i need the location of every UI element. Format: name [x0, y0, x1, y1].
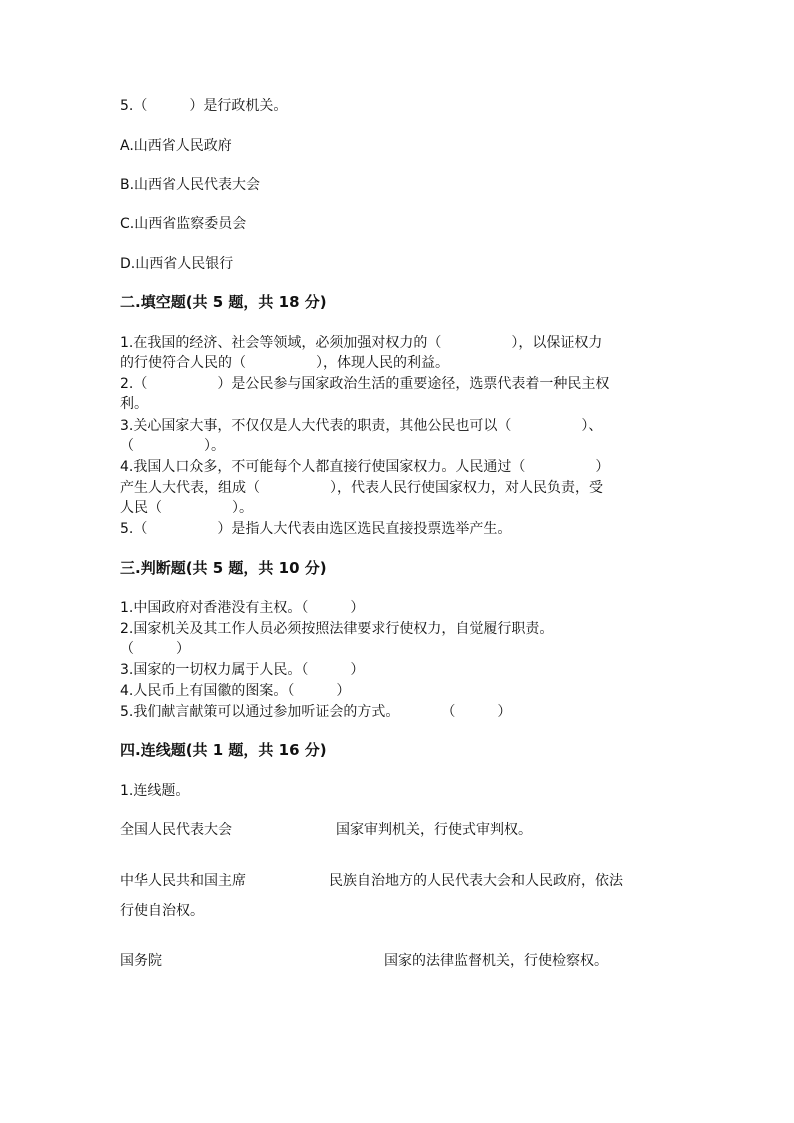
match-right-item-continued: 行使自治权。 [120, 903, 204, 919]
fill-section-heading: 二.填空题(共 5 题，共 18 分) [120, 293, 327, 311]
judge-line: 3.国家的一切权力属于人民。（ ） [120, 662, 365, 678]
match-stem: 1.连线题。 [120, 783, 190, 799]
fill-line: 3.关心国家大事，不仅仅是人大代表的职责，其他公民也可以（ ）、 [120, 418, 603, 434]
match-left-item: 全国人民代表大会 [120, 822, 232, 838]
fill-line: 产生人大代表，组成（ ），代表人民行使国家权力，对人民负责，受 [120, 480, 603, 496]
q5-option-a: A.山西省人民政府 [120, 138, 232, 154]
fill-line: 1.在我国的经济、社会等领域，必须加强对权力的（ ），以保证权力 [120, 335, 603, 351]
q5-stem: 5.（ ）是行政机关。 [120, 98, 288, 114]
judge-line: 4.人民币上有国徽的图案。（ ） [120, 683, 351, 699]
fill-line: 2.（ ）是公民参与国家政治生活的重要途径，选票代表着一种民主权 [120, 376, 610, 392]
match-left-item: 中华人民共和国主席 [120, 873, 246, 889]
match-right-item: 国家的法律监督机关，行使检察权。 [384, 953, 608, 969]
match-right-item: 国家审判机关，行使式审判权。 [336, 822, 532, 838]
q5-option-c: C.山西省监察委员会 [120, 216, 247, 232]
fill-line: 4.我国人口众多，不可能每个人都直接行使国家权力。人民通过（ ） [120, 459, 610, 475]
match-right-item: 民族自治地方的人民代表大会和人民政府，依法 [329, 873, 623, 889]
match-section-heading: 四.连线题(共 1 题，共 16 分) [120, 741, 327, 759]
fill-line: 5.（ ）是指人大代表由选区选民直接投票选举产生。 [120, 521, 512, 537]
q5-option-b: B.山西省人民代表大会 [120, 177, 261, 193]
q5-option-d: D.山西省人民银行 [120, 256, 234, 272]
judge-line: （ ） [120, 641, 190, 657]
match-left-item: 国务院 [120, 953, 162, 969]
fill-line: （ ）。 [120, 438, 225, 454]
judge-line: 5.我们献言献策可以通过参加听证会的方式。 （ ） [120, 704, 512, 720]
judge-line: 1.中国政府对香港没有主权。（ ） [120, 600, 365, 616]
fill-line: 利。 [120, 396, 148, 412]
fill-line: 的行使符合人民的（ ），体现人民的利益。 [120, 355, 449, 371]
judge-section-heading: 三.判断题(共 5 题，共 10 分) [120, 559, 327, 577]
judge-line: 2.国家机关及其工作人员必须按照法律要求行使权力，自觉履行职责。 [120, 621, 554, 637]
fill-line: 人民（ ）。 [120, 500, 253, 516]
